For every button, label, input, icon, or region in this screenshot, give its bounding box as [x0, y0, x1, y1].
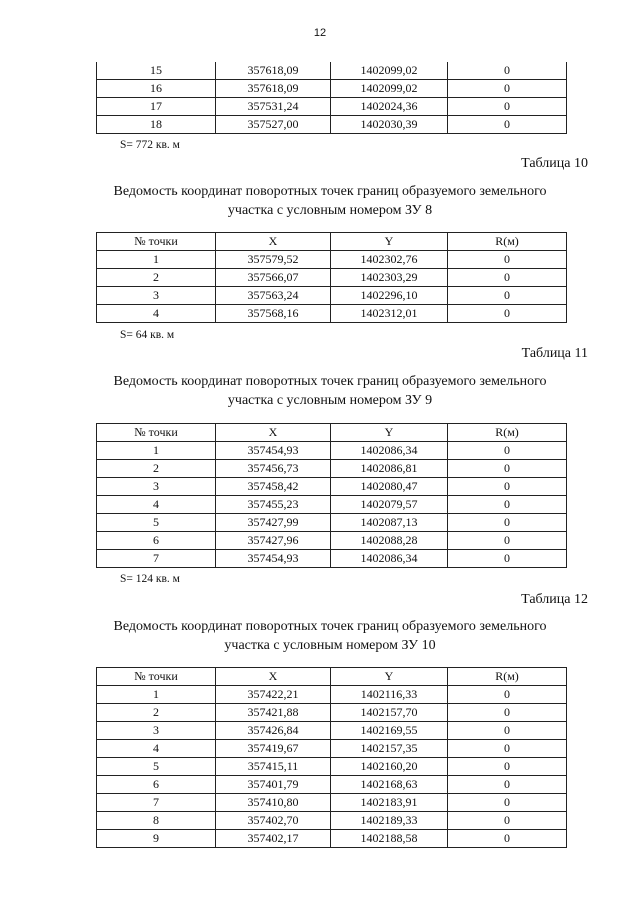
table-cell: 1402160,20 — [331, 758, 448, 776]
table-row — [97, 62, 567, 80]
table-cell: 0 — [448, 722, 567, 740]
table-cell: 1402080,47 — [331, 478, 448, 496]
table-cell: 0 — [448, 776, 567, 794]
column-header: № точки — [97, 424, 216, 442]
table-row — [97, 80, 567, 98]
table-cell: 1402157,70 — [331, 704, 448, 722]
table-row — [97, 496, 567, 514]
table-cell: 6 — [97, 776, 216, 794]
column-header: Y — [331, 668, 448, 686]
table-cell: 1402188,58 — [331, 830, 448, 848]
table-title — [60, 617, 600, 655]
table-row — [97, 794, 567, 812]
table-cell: 0 — [448, 62, 567, 80]
table-cell: 357402,17 — [216, 830, 331, 848]
table-cell: 1 — [97, 442, 216, 460]
title-line: участка с условным номером ЗУ 10 — [224, 638, 436, 653]
column-header: X — [216, 668, 331, 686]
table-row — [97, 514, 567, 532]
area-note: S= 772 кв. м — [120, 139, 180, 151]
table-cell: 1402183,91 — [331, 794, 448, 812]
title-line: Ведомость координат поворотных точек границ образуемого земельного — [113, 184, 547, 199]
table-cell: 1402086,81 — [331, 460, 448, 478]
table-cell: 4 — [97, 305, 216, 323]
table-cell: 357419,67 — [216, 740, 331, 758]
table-cell: 1402157,35 — [331, 740, 448, 758]
table-cell: 357563,24 — [216, 287, 331, 305]
table-cell: 1402030,39 — [331, 116, 448, 134]
table-cell: 17 — [97, 98, 216, 116]
title-line: участка с условным номером ЗУ 8 — [227, 203, 433, 218]
table-row — [97, 830, 567, 848]
table-cell: 0 — [448, 514, 567, 532]
column-header: X — [216, 233, 331, 251]
table-cell: 357618,09 — [216, 62, 331, 80]
table-cell: 7 — [97, 794, 216, 812]
table-cell: 357415,11 — [216, 758, 331, 776]
table-cell: 0 — [448, 305, 567, 323]
table-cell: 4 — [97, 496, 216, 514]
table-cell: 357422,21 — [216, 686, 331, 704]
table-cell: 0 — [448, 830, 567, 848]
coordinates-table-fragment — [96, 62, 567, 134]
column-header: Y — [331, 233, 448, 251]
table-header-row — [97, 233, 567, 251]
table-cell: 357618,09 — [216, 80, 331, 98]
table-row — [97, 776, 567, 794]
table-cell: 0 — [448, 287, 567, 305]
table-cell: 9 — [97, 830, 216, 848]
table-cell: 3 — [97, 478, 216, 496]
table-row — [97, 812, 567, 830]
column-header: R(м) — [448, 424, 567, 442]
coordinates-table — [96, 667, 567, 848]
table-row — [97, 116, 567, 134]
coordinates-table — [96, 232, 567, 323]
table-cell: 16 — [97, 80, 216, 98]
table-cell: 1402189,33 — [331, 812, 448, 830]
table-cell: 357401,79 — [216, 776, 331, 794]
table-cell: 0 — [448, 116, 567, 134]
table-cell: 1402086,34 — [331, 442, 448, 460]
table-cell: 2 — [97, 460, 216, 478]
title-line: участка с условным номером ЗУ 9 — [227, 393, 433, 408]
table-row — [97, 287, 567, 305]
table-cell: 357568,16 — [216, 305, 331, 323]
table-cell: 2 — [97, 269, 216, 287]
table-row — [97, 740, 567, 758]
table-row — [97, 758, 567, 776]
table-cell: 0 — [448, 80, 567, 98]
table-cell: 357402,70 — [216, 812, 331, 830]
table-cell: 18 — [97, 116, 216, 134]
table-cell: 0 — [448, 812, 567, 830]
table-cell: 1402169,55 — [331, 722, 448, 740]
table-cell: 1402088,28 — [331, 532, 448, 550]
table-cell: 1402303,29 — [331, 269, 448, 287]
table-cell: 357426,84 — [216, 722, 331, 740]
table-cell: 357427,96 — [216, 532, 331, 550]
table-cell: 6 — [97, 532, 216, 550]
table-row — [97, 704, 567, 722]
column-header: № точки — [97, 668, 216, 686]
coordinates-table — [96, 423, 567, 568]
table-cell: 1 — [97, 686, 216, 704]
table-cell: 357421,88 — [216, 704, 331, 722]
table-cell: 1402168,63 — [331, 776, 448, 794]
table-row — [97, 686, 567, 704]
table-cell: 1402087,13 — [331, 514, 448, 532]
table-header-row — [97, 424, 567, 442]
table-cell: 5 — [97, 514, 216, 532]
table-cell: 1402079,57 — [331, 496, 448, 514]
table-row — [97, 305, 567, 323]
table-cell: 357410,80 — [216, 794, 331, 812]
table-cell: 357458,42 — [216, 478, 331, 496]
table-cell: 0 — [448, 496, 567, 514]
table-cell: 357527,00 — [216, 116, 331, 134]
table-cell: 1402312,01 — [331, 305, 448, 323]
table-cell: 0 — [448, 460, 567, 478]
table-cell: 1402099,02 — [331, 80, 448, 98]
table-cell: 0 — [448, 532, 567, 550]
table-cell: 0 — [448, 251, 567, 269]
table-row — [97, 478, 567, 496]
table-row — [97, 722, 567, 740]
table-cell: 2 — [97, 704, 216, 722]
table-cell: 357579,52 — [216, 251, 331, 269]
table-cell: 8 — [97, 812, 216, 830]
table-title — [60, 182, 600, 220]
table-cell: 357566,07 — [216, 269, 331, 287]
table-cell: 0 — [448, 758, 567, 776]
table-row — [97, 532, 567, 550]
table-cell: 357454,93 — [216, 442, 331, 460]
table-cell: 0 — [448, 442, 567, 460]
page-number: 12 — [313, 27, 327, 39]
table-row — [97, 98, 567, 116]
table-cell: 0 — [448, 686, 567, 704]
table-cell: 0 — [448, 550, 567, 568]
column-header: X — [216, 424, 331, 442]
table-cell: 0 — [448, 704, 567, 722]
table-cell: 4 — [97, 740, 216, 758]
table-cell: 357455,23 — [216, 496, 331, 514]
table-row — [97, 251, 567, 269]
title-line: Ведомость координат поворотных точек границ образуемого земельного — [113, 374, 547, 389]
table-cell: 15 — [97, 62, 216, 80]
table-cell: 0 — [448, 269, 567, 287]
table-cell: 357427,99 — [216, 514, 331, 532]
column-header: R(м) — [448, 668, 567, 686]
table-cell: 0 — [448, 478, 567, 496]
table-cell: 357454,93 — [216, 550, 331, 568]
column-header: Y — [331, 424, 448, 442]
table-cell: 1402116,33 — [331, 686, 448, 704]
column-header: R(м) — [448, 233, 567, 251]
table-cell: 1 — [97, 251, 216, 269]
table-row — [97, 460, 567, 478]
table-header-row — [97, 668, 567, 686]
column-header: № точки — [97, 233, 216, 251]
table-cell: 357456,73 — [216, 460, 331, 478]
table-row — [97, 269, 567, 287]
table-cell: 357531,24 — [216, 98, 331, 116]
table-cell: 0 — [448, 98, 567, 116]
table-cell: 7 — [97, 550, 216, 568]
table-cell: 1402024,36 — [331, 98, 448, 116]
table-cell: 1402296,10 — [331, 287, 448, 305]
area-note: S= 64 кв. м — [120, 329, 175, 341]
table-cell: 0 — [448, 794, 567, 812]
table-row — [97, 550, 567, 568]
table-cell: 1402086,34 — [331, 550, 448, 568]
table-cell: 3 — [97, 722, 216, 740]
area-note: S= 124 кв. м — [120, 573, 180, 585]
table-label: Таблица 10 — [521, 156, 588, 171]
table-title — [60, 372, 600, 410]
table-cell: 1402099,02 — [331, 62, 448, 80]
table-cell: 5 — [97, 758, 216, 776]
table-cell: 0 — [448, 740, 567, 758]
table-label: Таблица 12 — [521, 592, 588, 607]
table-cell: 1402302,76 — [331, 251, 448, 269]
title-line: Ведомость координат поворотных точек границ образуемого земельного — [113, 619, 547, 634]
table-label: Таблица 11 — [521, 346, 588, 361]
table-row — [97, 442, 567, 460]
table-cell: 3 — [97, 287, 216, 305]
